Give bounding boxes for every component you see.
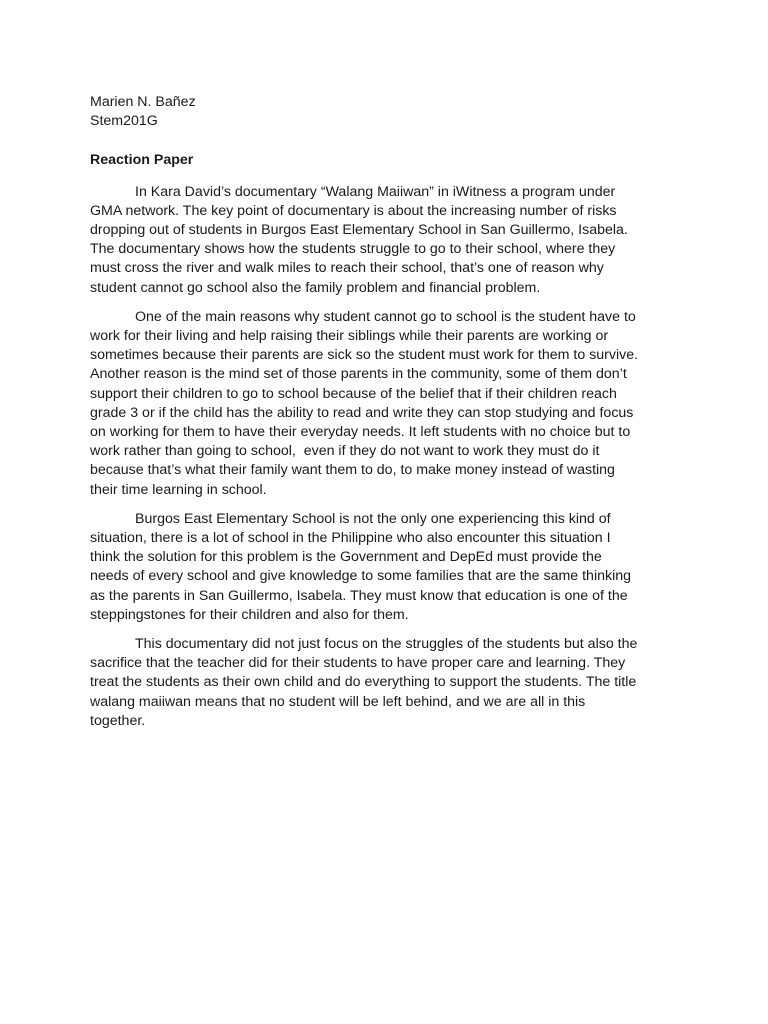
paragraph-line: grade 3 or if the child has the ability to read and write they can stop studying and focus — [90, 404, 634, 421]
paragraph-line: their time learning in school. — [90, 481, 267, 498]
document-title: Reaction Paper — [90, 152, 194, 169]
paragraph-line: work rather than going to school, even if they do not want to work they must do it — [90, 443, 600, 460]
paragraph-line: GMA network. The key point of documentary is about the increasing number of risks — [90, 202, 617, 219]
paragraph-line: must cross the river and walk miles to reach their school, that’s one of reason why — [90, 260, 604, 277]
paragraph-line: steppingstones for their children and also for them. — [90, 606, 409, 623]
paragraph-line: support their children to go to school because of the belief that if their children reach — [90, 385, 617, 402]
paragraph-line: because that’s what their family want them to do, to make money instead of wasting — [90, 462, 615, 479]
paragraph — [90, 510, 676, 625]
paragraph-line: sometimes because their parents are sick so the student must work for them to survive. — [90, 347, 639, 364]
paragraph-line: One of the main reasons why student cannot go to school is the student have to — [135, 308, 636, 325]
paragraph-line: walang maiiwan means that no student will be left behind, and we are all in this — [90, 693, 586, 710]
paragraph-line: This documentary did not just focus on the struggles of the students but also the — [135, 636, 638, 653]
paragraph-line: sacrifice that the teacher did for their students to have proper care and learning. They — [90, 655, 626, 672]
document-body — [90, 93, 676, 741]
paragraph-line: think the solution for this problem is the Government and DepEd must provide the — [90, 549, 602, 566]
paragraph-line: together. — [90, 712, 146, 729]
paragraph-line: needs of every school and give knowledge to some families that are the same thinking — [90, 568, 632, 585]
paragraph-line: In Kara David’s documentary “Walang Maiiwan” in iWitness a program under — [135, 183, 616, 200]
paragraph-line: student cannot go school also the family problem and financial problem. — [90, 279, 541, 296]
paragraph — [90, 308, 676, 500]
paragraph-line: situation, there is a lot of school in the Philippine who also encounter this situation I — [90, 530, 611, 547]
paragraph — [90, 183, 676, 298]
paragraph-line: as the parents in San Guillermo, Isabela. They must know that education is one of the — [90, 587, 628, 604]
section-label: Stem201G — [90, 113, 158, 130]
paragraph-line: work for their living and help raising their siblings while their parents are working or — [90, 328, 609, 345]
paragraph-line: on working for them to have their everyday needs. It left students with no choice but to — [90, 424, 631, 441]
paragraph-line: Burgos East Elementary School is not the only one experiencing this kind of — [135, 510, 611, 527]
paragraph-line: Another reason is the mind set of those parents in the community, some of them don’t — [90, 366, 627, 383]
paragraph-line: dropping out of students in Burgos East Elementary School in San Guillermo, Isabela. — [90, 222, 628, 239]
author-name: Marien N. Bañez — [90, 94, 196, 110]
paragraph — [90, 635, 676, 731]
paragraph-line: The documentary shows how the students struggle to go to their school, where they — [90, 241, 616, 258]
paragraph-line: treat the students as their own child and do everything to support the students. The title — [90, 674, 637, 691]
